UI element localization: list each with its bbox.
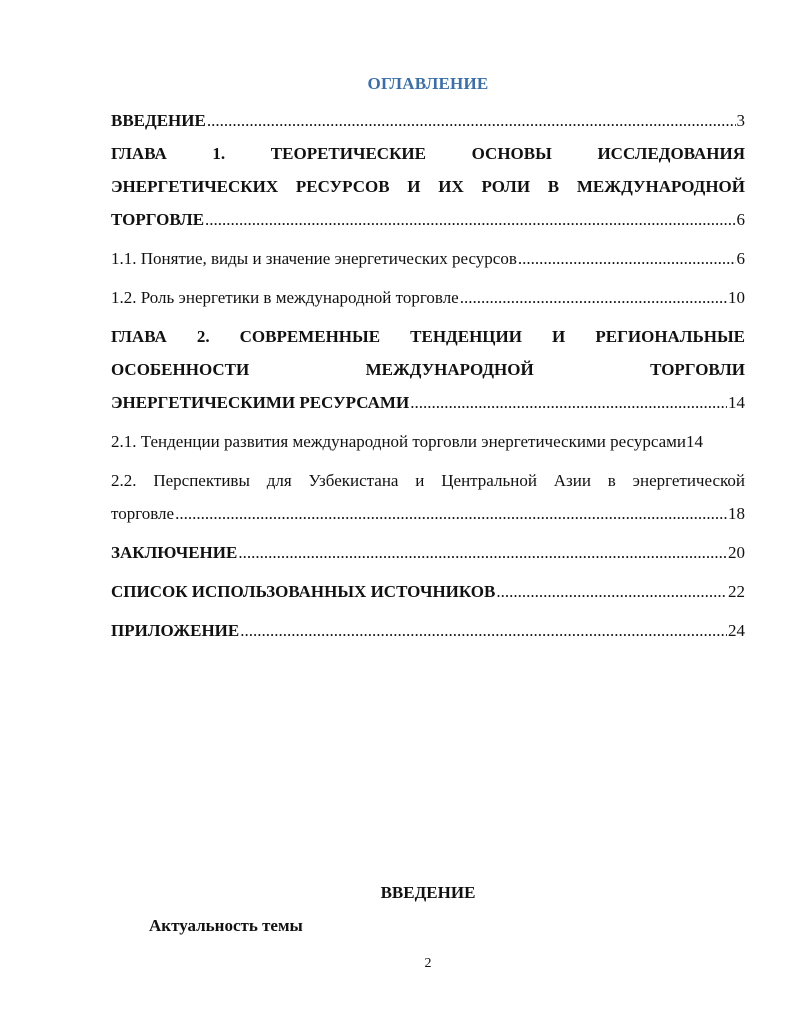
toc-entry-section-2-2[interactable] — [111, 464, 745, 530]
toc-entry-title: ЭНЕРГЕТИЧЕСКИМИ РЕСУРСАМИ — [111, 393, 410, 412]
toc-entry-title: 2.1. Тенденции развития международной торговли энергетическими ресурсами — [111, 432, 687, 451]
toc-leader-dots — [240, 614, 727, 647]
toc-entry-line: ГЛАВА 2. СОВРЕМЕННЫЕ ТЕНДЕНЦИИ И РЕГИОНАЛЬНЫЕ — [111, 327, 745, 346]
toc-page-number: 18 — [728, 504, 745, 523]
introduction-heading: ВВЕДЕНИЕ — [380, 883, 476, 902]
page-number: 2 — [424, 956, 432, 971]
toc-entry-chapter-1[interactable] — [111, 137, 745, 236]
toc-leader-dots — [460, 281, 727, 314]
toc-page-number: 20 — [728, 543, 745, 562]
toc-entry-title: ВВЕДЕНИЕ — [111, 111, 206, 130]
toc-leader-dots — [207, 104, 736, 137]
toc-entry-line: 2.2. Перспективы для Узбекистана и Центральной Азии в энергетической — [111, 471, 745, 490]
toc-entry-title: торговле — [111, 504, 175, 523]
toc-entry-line — [111, 281, 745, 314]
toc-page-number: 6 — [736, 249, 745, 268]
toc-entry-conclusion[interactable] — [111, 536, 745, 569]
toc-entry-line — [111, 104, 745, 137]
toc-entry-title: ПРИЛОЖЕНИЕ — [111, 621, 240, 640]
topic-relevance-subheading: Актуальность темы — [149, 916, 303, 935]
toc-leader-dots — [175, 497, 727, 530]
toc-page-number: 14 — [728, 393, 745, 412]
toc-entry-section-2-1[interactable] — [111, 425, 745, 458]
toc-leader-dots — [496, 575, 727, 608]
toc-title: ОГЛАВЛЕНИЕ — [367, 74, 489, 93]
toc-entry-section-1-2[interactable] — [111, 281, 745, 314]
toc-entry-line — [111, 425, 745, 458]
toc-leader-dots — [205, 203, 735, 236]
toc-entry-title: ЗАКЛЮЧЕНИЕ — [111, 543, 238, 562]
table-of-contents — [111, 104, 745, 647]
toc-page-number: 6 — [736, 210, 745, 229]
toc-page-number: 14 — [686, 432, 704, 451]
toc-leader-dots — [238, 536, 727, 569]
toc-entry-title: 1.1. Понятие, виды и значение энергетических ресурсов — [111, 249, 517, 268]
toc-entry-references[interactable] — [111, 575, 745, 608]
toc-leader-dots — [518, 242, 736, 275]
toc-entry-line — [111, 497, 745, 530]
toc-entry-line — [111, 386, 745, 419]
toc-entry-section-1-1[interactable] — [111, 242, 745, 275]
toc-entry-title: 1.2. Роль энергетики в международной торговле — [111, 288, 459, 307]
toc-entry-line — [111, 203, 745, 236]
toc-entry-line: ГЛАВА 1. ТЕОРЕТИЧЕСКИЕ ОСНОВЫ ИССЛЕДОВАНИЯ — [111, 144, 745, 163]
toc-entry-line: ЭНЕРГЕТИЧЕСКИХ РЕСУРСОВ И ИХ РОЛИ В МЕЖДУНАРОДНОЙ — [111, 177, 745, 196]
toc-entry-line — [111, 575, 745, 608]
toc-page-number: 22 — [728, 582, 745, 601]
toc-entry-line: ОСОБЕННОСТИ МЕЖДУНАРОДНОЙ ТОРГОВЛИ — [111, 360, 745, 379]
toc-page-number: 10 — [728, 288, 745, 307]
toc-leader-dots — [410, 386, 727, 419]
toc-entry-title: СПИСОК ИСПОЛЬЗОВАННЫХ ИСТОЧНИКОВ — [111, 582, 496, 601]
toc-entry-line — [111, 536, 745, 569]
toc-entry-line — [111, 614, 745, 647]
toc-entry-chapter-2[interactable] — [111, 320, 745, 419]
toc-entry-title: ТОРГОВЛЕ — [111, 210, 205, 229]
toc-entry-appendix[interactable] — [111, 614, 745, 647]
toc-entry-line — [111, 242, 745, 275]
toc-page-number: 24 — [728, 621, 745, 640]
toc-entry-introduction[interactable] — [111, 104, 745, 137]
toc-page-number: 3 — [736, 111, 745, 130]
